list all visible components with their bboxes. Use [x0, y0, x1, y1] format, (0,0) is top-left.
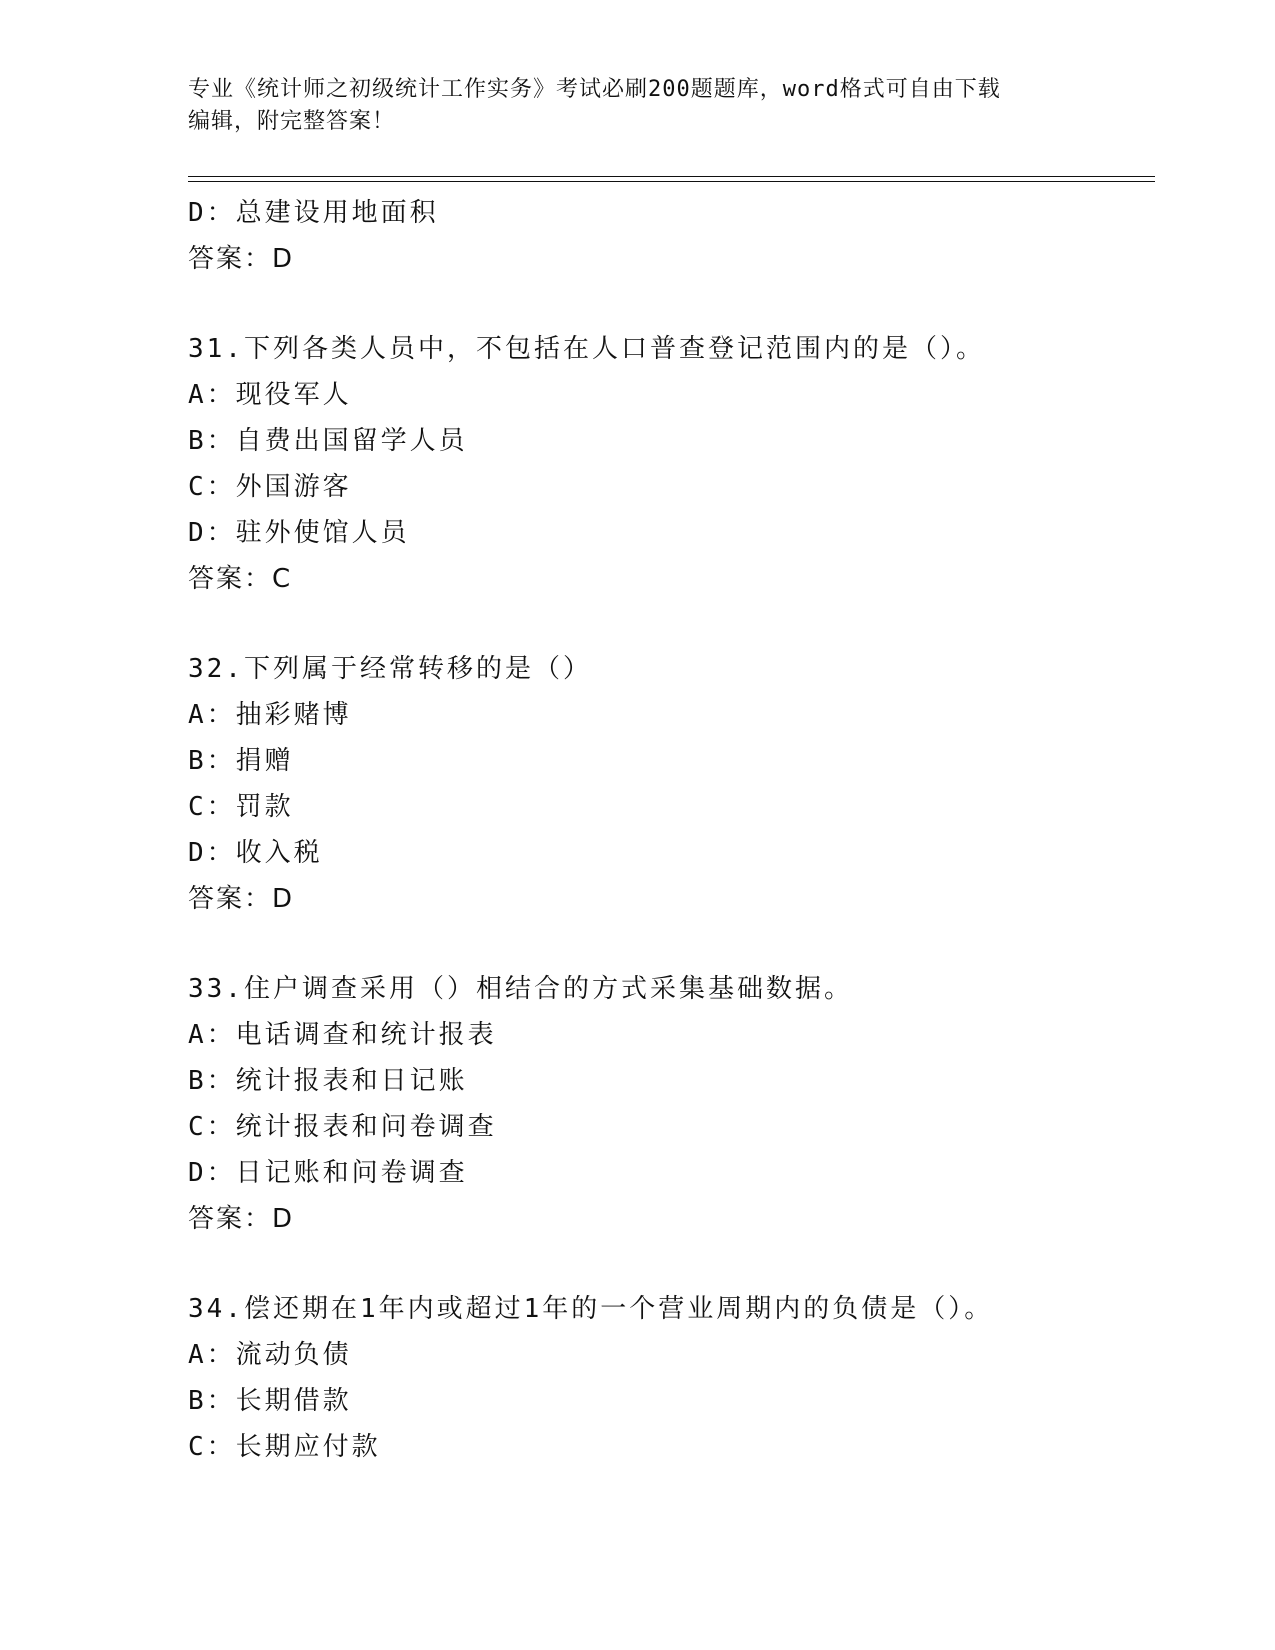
answer: 答案：D	[188, 884, 295, 914]
option-b: B：统计报表和日记账	[188, 1066, 468, 1096]
option-b: B：捐赠	[188, 746, 294, 776]
question-stem: 34.偿还期在1年内或超过1年的一个营业周期内的负债是（）。	[188, 1294, 994, 1324]
question-33	[188, 966, 1155, 1242]
answer: 答案：D	[188, 1204, 295, 1234]
option-a: A：电话调查和统计报表	[188, 1020, 497, 1050]
option-d: D：收入税	[188, 838, 323, 868]
option-c: C：统计报表和问卷调查	[188, 1112, 497, 1142]
question-stem: 31.下列各类人员中，不包括在人口普查登记范围内的是（）。	[188, 334, 985, 364]
option-b: B：自费出国留学人员	[188, 426, 468, 456]
question-stem: 32.下列属于经常转移的是（）	[188, 654, 592, 684]
question-31	[188, 326, 1155, 602]
option-a: A：流动负债	[188, 1340, 352, 1370]
option-c: C：外国游客	[188, 472, 352, 502]
option-a: A：现役军人	[188, 380, 352, 410]
option-c: C：罚款	[188, 792, 294, 822]
answer: 答案：C	[188, 564, 293, 594]
option-c: C：长期应付款	[188, 1432, 381, 1462]
question-32	[188, 646, 1155, 922]
option-d: D：驻外使馆人员	[188, 518, 410, 548]
option-d: D：日记账和问卷调查	[188, 1158, 468, 1188]
option-b: B：长期借款	[188, 1386, 352, 1416]
header-rule-top	[188, 176, 1155, 177]
header-line-1: 专业《统计师之初级统计工作实务》考试必刷200题题库，word格式可自由下载	[188, 77, 1001, 102]
option-a: A：抽彩赌博	[188, 700, 352, 730]
header-rule-bottom	[188, 181, 1155, 182]
prev-answer: 答案：D	[188, 244, 295, 274]
prev-option-d: D：总建设用地面积	[188, 198, 439, 228]
header-line-2: 编辑，附完整答案！	[188, 109, 396, 134]
question-stem: 33.住户调查采用（）相结合的方式采集基础数据。	[188, 974, 853, 1004]
question-list	[188, 190, 1155, 1470]
document-header	[188, 74, 1088, 138]
question-34	[188, 1286, 1155, 1470]
